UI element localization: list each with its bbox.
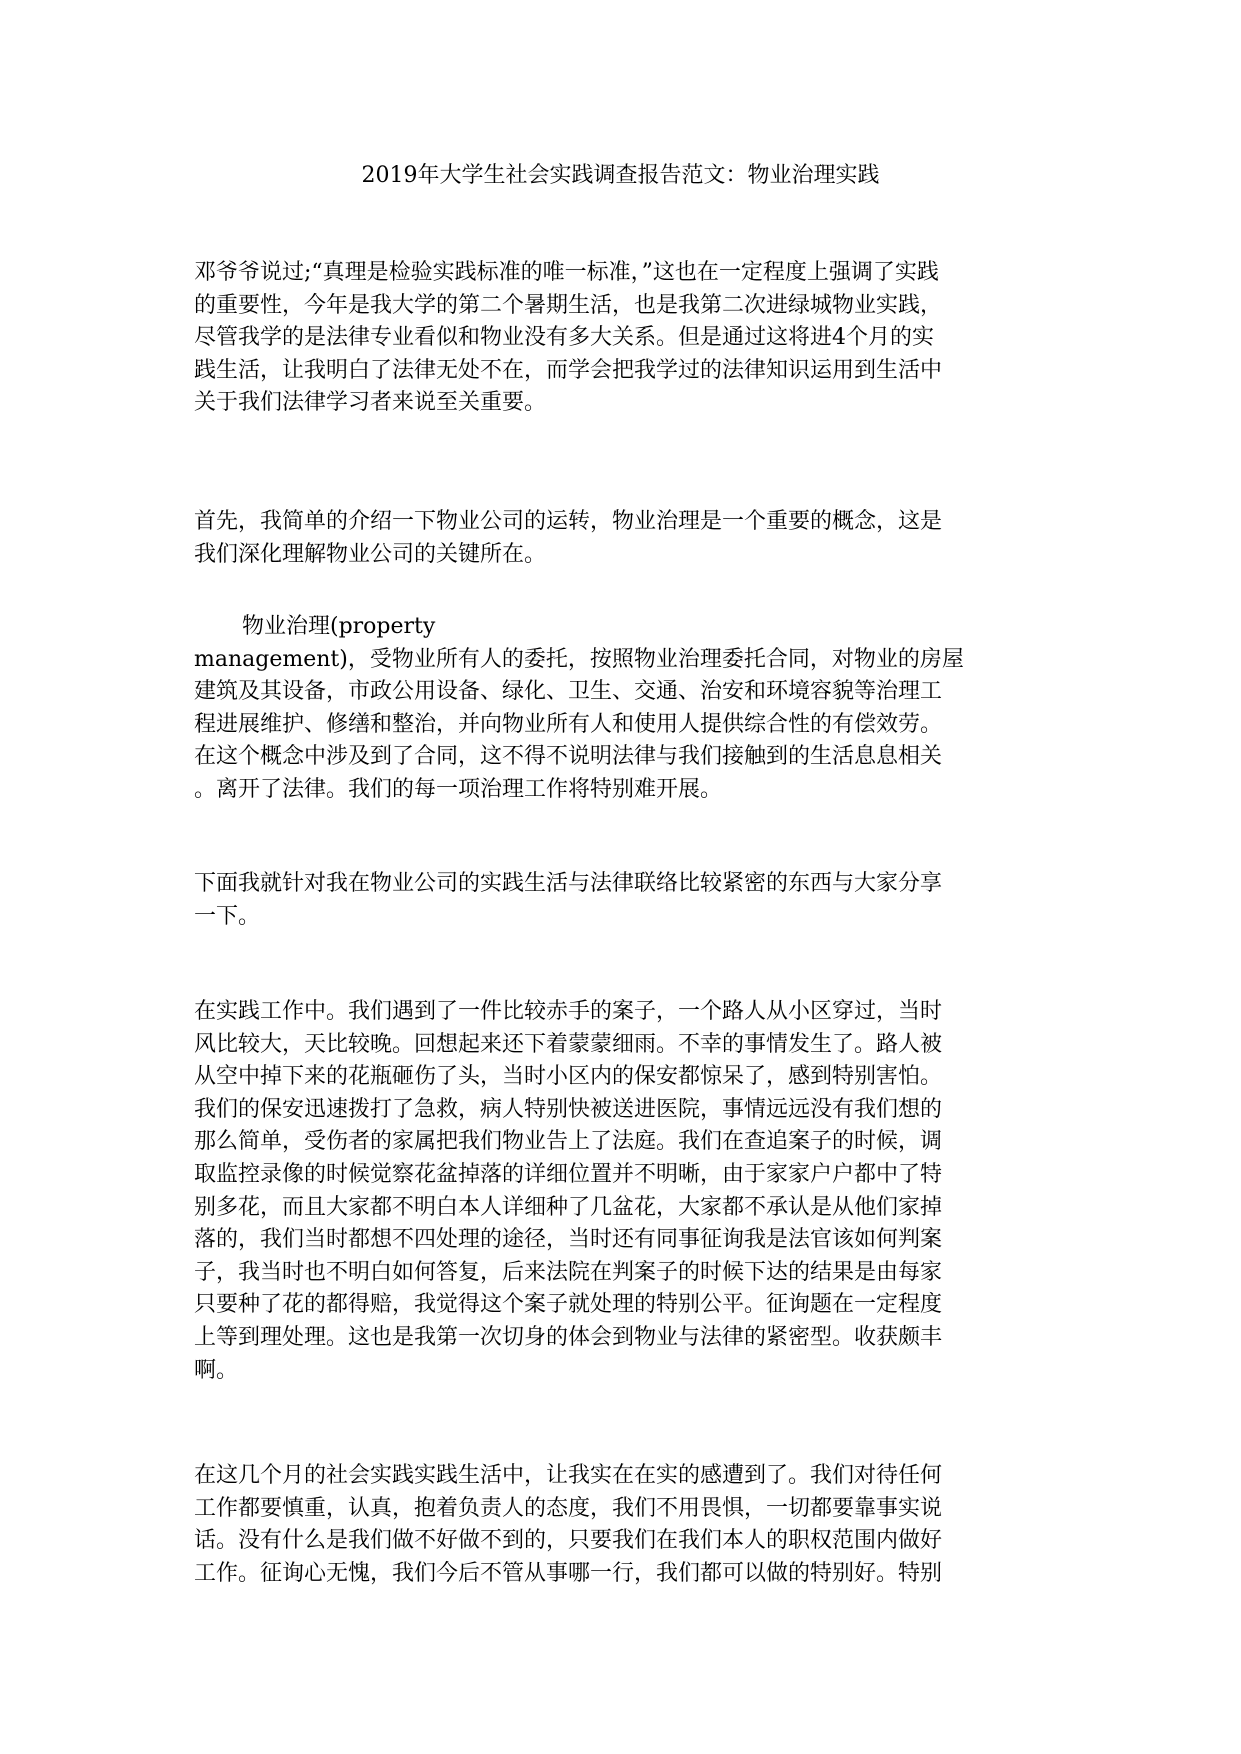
- paragraph-line: 落的，我们当时都想不四处理的途径，当时还有同事征询我是法官该如何判案: [194, 1227, 943, 1253]
- paragraph-line: 践生活，让我明白了法律无处不在，而学会把我学过的法律知识运用到生活中: [194, 357, 943, 383]
- paragraph-line: 工作。征询心无愧，我们今后不管从事哪一行，我们都可以做的特别好。特别: [194, 1560, 943, 1586]
- paragraph-line: 啊。: [194, 1357, 239, 1383]
- paragraph-line: 取监控录像的时候觉察花盆掉落的详细位置并不明晰，由于家家户户都中了特: [194, 1161, 943, 1187]
- paragraph-line: 工作都要慎重，认真，抱着负责人的态度，我们不用畏惧，一切都要靠事实说: [194, 1495, 943, 1521]
- paragraph-definition: [194, 611, 1044, 807]
- paragraph-line: 的重要性，今年是我大学的第二个暑期生活，也是我第二次进绿城物业实践，: [194, 292, 943, 318]
- paragraph-overview: [194, 506, 1044, 571]
- paragraph-line: 下面我就针对我在物业公司的实践生活与法律联络比较紧密的东西与大家分享: [194, 871, 943, 896]
- paragraph-line: 首先，我简单的介绍一下物业公司的运转，物业治理是一个重要的概念，这是: [194, 509, 943, 534]
- paragraph-line: 从空中掉下来的花瓶砸伤了头，当时小区内的保安都惊呆了，感到特别害怕。: [194, 1064, 943, 1090]
- paragraph-case: [194, 996, 1044, 1387]
- paragraph-line: 。离开了法律。我们的每一项治理工作将特别难开展。: [194, 776, 723, 802]
- paragraph-line: 一下。: [194, 903, 261, 929]
- paragraph-line: 关于我们法律学习者来说至关重要。: [194, 390, 547, 416]
- paragraph-line: 别多花，而且大家都不明白本人详细种了几盆花，大家都不承认是从他们家掉: [194, 1194, 943, 1220]
- paragraph-line: 程进展维护、修缮和整治，并向物业所有人和使用人提供综合性的有偿效劳。: [194, 711, 943, 737]
- paragraph-line: 物业治理(property: [242, 614, 436, 639]
- paragraph-line: 话。没有什么是我们做不好做不到的，只要我们在我们本人的职权范围内做好: [194, 1528, 943, 1554]
- paragraph-line: 在这几个月的社会实践实践生活中，让我实在在实的感遭到了。我们对待任何: [194, 1463, 943, 1488]
- paragraph-line: 我们的保安迅速拨打了急救，病人特别快被送进医院，事情远远没有我们想的: [194, 1096, 943, 1122]
- paragraph-line: management)，受物业所有人的委托，按照物业治理委托合同，对物业的房屋: [194, 646, 964, 672]
- paragraph-line: 风比较大，天比较晚。回想起来还下着蒙蒙细雨。不幸的事情发生了。路人被: [194, 1031, 943, 1057]
- paragraph-line: 子，我当时也不明白如何答复，后来法院在判案子的时候下达的结果是由每家: [194, 1259, 943, 1285]
- paragraph-line: 在这个概念中涉及到了合同，这不得不说明法律与我们接触到的生活息息相关: [194, 744, 943, 770]
- paragraph-line: 上等到理处理。这也是我第一次切身的体会到物业与法律的紧密型。收获颇丰: [194, 1324, 943, 1350]
- paragraph-line: 只要种了花的都得赔，我觉得这个案子就处理的特别公平。征询题在一定程度: [194, 1292, 943, 1318]
- paragraph-line: 邓爷爷说过;“真理是检验实践标准的唯一标准，”这也在一定程度上强调了实践: [194, 260, 939, 285]
- paragraph-line: 我们深化理解物业公司的关键所在。: [194, 541, 547, 567]
- paragraph-line: 建筑及其设备，市政公用设备、绿化、卫生、交通、治安和环境容貌等治理工: [194, 679, 943, 705]
- paragraph-reflection: [194, 1460, 1044, 1590]
- paragraph-intro: [194, 257, 1044, 420]
- paragraph-transition: [194, 868, 1044, 933]
- document-title: 2019年大学生社会实践调查报告范文：物业治理实践: [361, 163, 880, 188]
- paragraph-line: 在实践工作中。我们遇到了一件比较赤手的案子，一个路人从小区穿过，当时: [194, 999, 943, 1024]
- paragraph-line: 尽管我学的是法律专业看似和物业没有多大关系。但是通过这将进4个月的实: [194, 325, 934, 351]
- paragraph-line: 那么简单，受伤者的家属把我们物业告上了法庭。我们在查追案子的时候，调: [194, 1129, 943, 1155]
